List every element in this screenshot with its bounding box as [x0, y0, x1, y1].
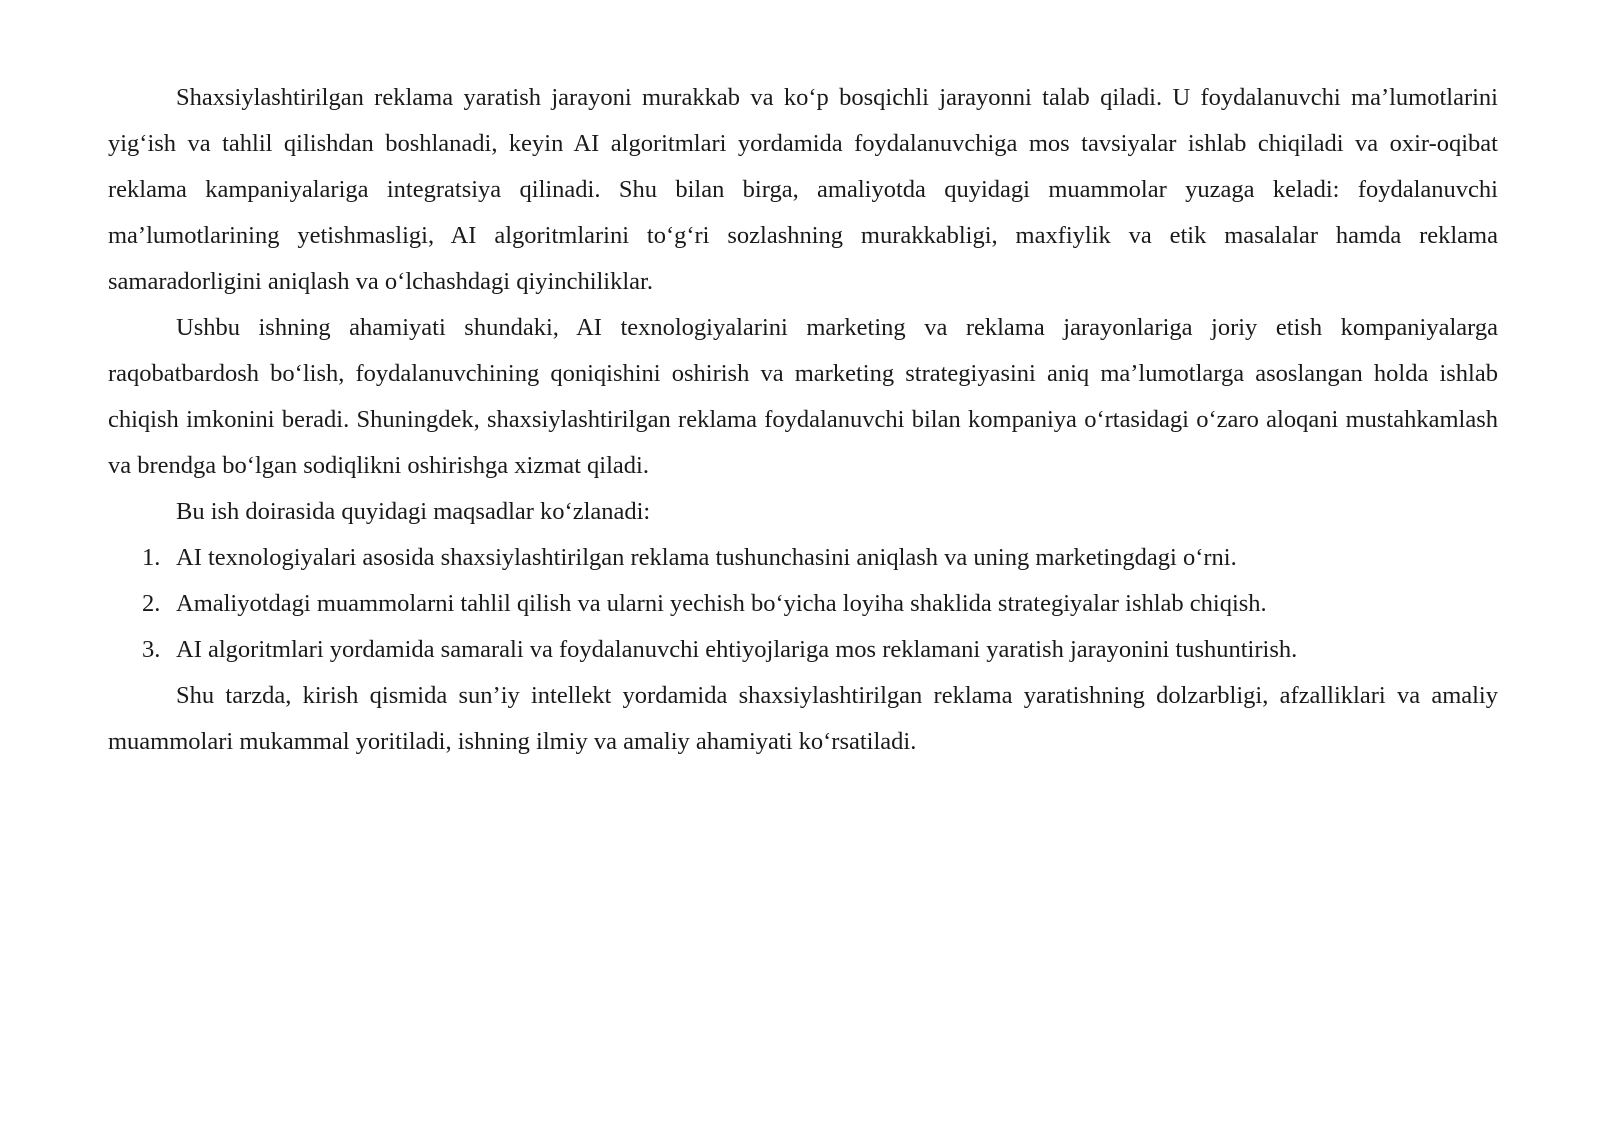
paragraph-process: Shaxsiylashtirilgan reklama yaratish jarayoni murakkab va ko‘p bosqichli jarayonni talab qiladi. U foydalanuvchi ma’lumotlarini yig‘ish va tahlil qilishdan boshlanadi, keyin AI algoritmlari yordamida foydalanuvchiga mos tavsiyalar ishlab chiqiladi va oxir-oqibat reklama kampaniyalariga integratsiya qilinadi. Shu bilan birga, amaliyotda quyidagi muammolar yuzaga keladi: foydalanuvchi ma’lumotlarining yetishmasligi, AI algoritmlarini to‘g‘ri sozlashning murakkabligi, maxfiylik va etik masalalar hamda reklama samaradorligini aniqlash va o‘lchashdagi qiyinchiliklar. [108, 84, 1498, 295]
list-item-number: 3. [142, 636, 161, 663]
list-item [108, 627, 1498, 673]
list-item [108, 535, 1498, 581]
list-item [108, 581, 1498, 627]
list-item-number: 1. [142, 544, 161, 571]
paragraph-goals-intro: Bu ish doirasida quyidagi maqsadlar ko‘zlanadi: [176, 498, 651, 525]
list-item-text: Amaliyotdagi muammolarni tahlil qilish va ularni yechish bo‘yicha loyiha shaklida strategiyalar ishlab chiqish. [176, 590, 1267, 617]
goals-list [108, 535, 1498, 673]
list-item-text: AI algoritmlari yordamida samarali va foydalanuvchi ehtiyojlariga mos reklamani yaratish jarayonini tushuntirish. [176, 636, 1298, 663]
list-item-text: AI texnologiyalari asosida shaxsiylashtirilgan reklama tushunchasini aniqlash va uning marketingdagi o‘rni. [176, 544, 1237, 571]
list-item-number: 2. [142, 590, 161, 617]
document-page [108, 75, 1498, 765]
paragraph-importance: Ushbu ishning ahamiyati shundaki, AI texnologiyalarini marketing va reklama jarayonlariga joriy etish kompaniyalarga raqobatbardosh bo‘lish, foydalanuvchining qoniqishini oshirish va marketing strategiyasini aniq ma’lumotlarga asoslangan holda ishlab chiqish imkonini beradi. Shuningdek, shaxsiylashtirilgan reklama foydalanuvchi bilan kompaniya o‘rtasidagi o‘zaro aloqani mustahkamlash va brendga bo‘lgan sodiqlikni oshirishga xizmat qiladi. [108, 314, 1498, 479]
paragraph-conclusion: Shu tarzda, kirish qismida sun’iy intellekt yordamida shaxsiylashtirilgan reklama yaratishning dolzarbligi, afzalliklari va amaliy muammolari mukammal yoritiladi, ishning ilmiy va amaliy ahamiyati ko‘rsatiladi. [108, 682, 1498, 755]
